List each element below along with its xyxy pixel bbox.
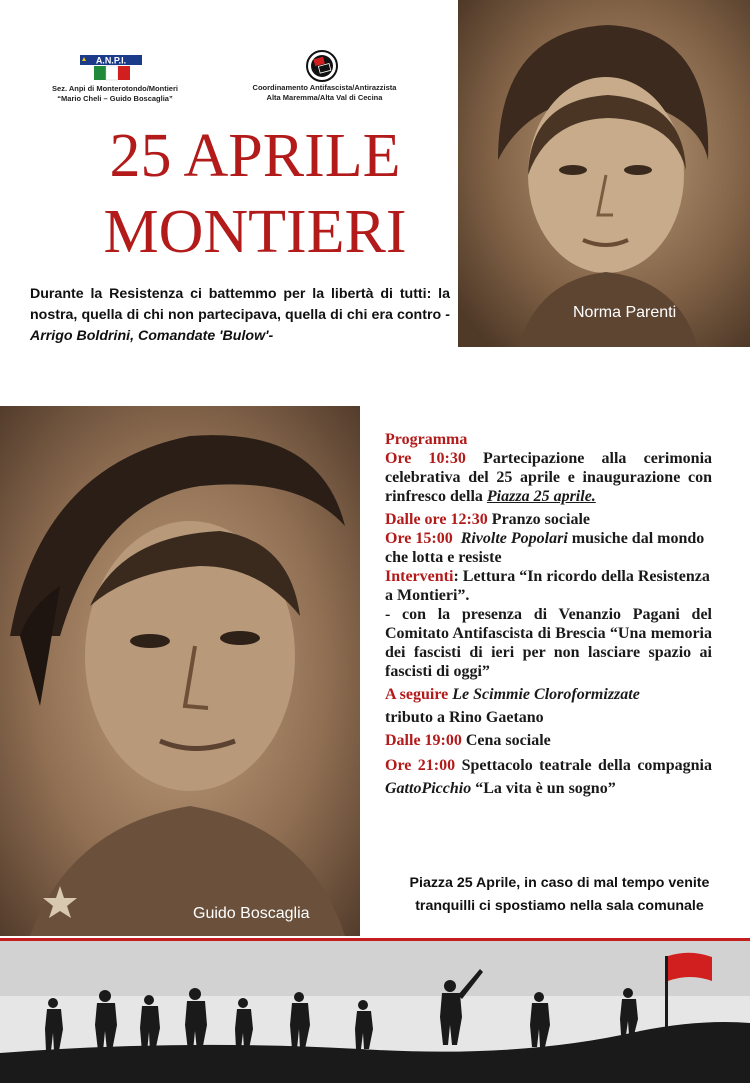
partisans-silhouette-banner: [0, 941, 750, 1083]
program-item-1230: Dalle ore 12:30 Pranzo sociale: [385, 511, 590, 528]
program-heading: Programma: [385, 431, 468, 448]
anpi-logo: [80, 55, 142, 81]
program-item-1030: Ore 10:30 Partecipazione alla cerimonia celebrativa del 25 aprile e inaugurazione con rinfresco della Piazza 25 aprile.: [385, 450, 713, 505]
quote-author: -Arrigo Boldrini, Comandate 'Bulow'-: [30, 307, 450, 344]
anpi-section-name: Sez. Anpi di Monterotondo/Montieri “Mario Cheli – Guido Boscaglia”: [52, 84, 178, 103]
program-item-interventi: Interventi: Lettura “In ricordo della Resistenza a Montieri”.: [385, 568, 710, 604]
resistance-quote: Durante la Resistenza ci battemmo per la libertà di tutti: la nostra, quella di chi non partecipava, quella di chi era contro -Arrigo Boldrini, Comandate 'Bulow'-: [30, 286, 450, 344]
program-item-1900: Dalle 19:00 Cena sociale: [385, 732, 551, 749]
program-item-2100: Ore 21:00 Spettacolo teatrale della compagnia GattoPicchio “La vita è un sogno”: [385, 757, 712, 797]
antifa-logo: [306, 50, 338, 82]
program-item-guest: - con la presenza di Venanzio Pagani del Comitato Antifascista di Brescia “Una memoria dei fascisti di ieri per non lasciare spazio ai fascisti di oggi”: [385, 606, 712, 680]
program-item-concert: A seguire Le Scimmie Cloroformizzate: [385, 686, 640, 703]
event-title-place: MONTIERI: [103, 198, 407, 266]
venue-note: Piazza 25 Aprile, in caso di mal tempo venite tranquilli ci spostiamo nella sala comunale: [409, 875, 710, 914]
program-item-1500: Ore 15:00 Rivolte Popolari musiche dal mondo che lotta e resiste: [385, 530, 705, 566]
caption-guido-boscaglia: Guido Boscaglia: [193, 905, 310, 922]
program-schedule: [385, 430, 712, 800]
photo-guido-boscaglia: [0, 406, 360, 936]
svg-text:A.N.P.I.: A.N.P.I.: [95, 55, 127, 66]
photo-norma-parenti: [458, 0, 750, 347]
red-flag-icon: [668, 953, 712, 981]
program-item-tribute: tributo a Rino Gaetano: [385, 709, 544, 726]
caption-norma-parenti: Norma Parenti: [573, 304, 677, 321]
event-title-date: 25 APRILE: [109, 122, 401, 190]
antifa-coordination-name: Coordinamento Antifascista/Antirazzista Alta Maremma/Alta Val di Cecina: [252, 83, 397, 102]
